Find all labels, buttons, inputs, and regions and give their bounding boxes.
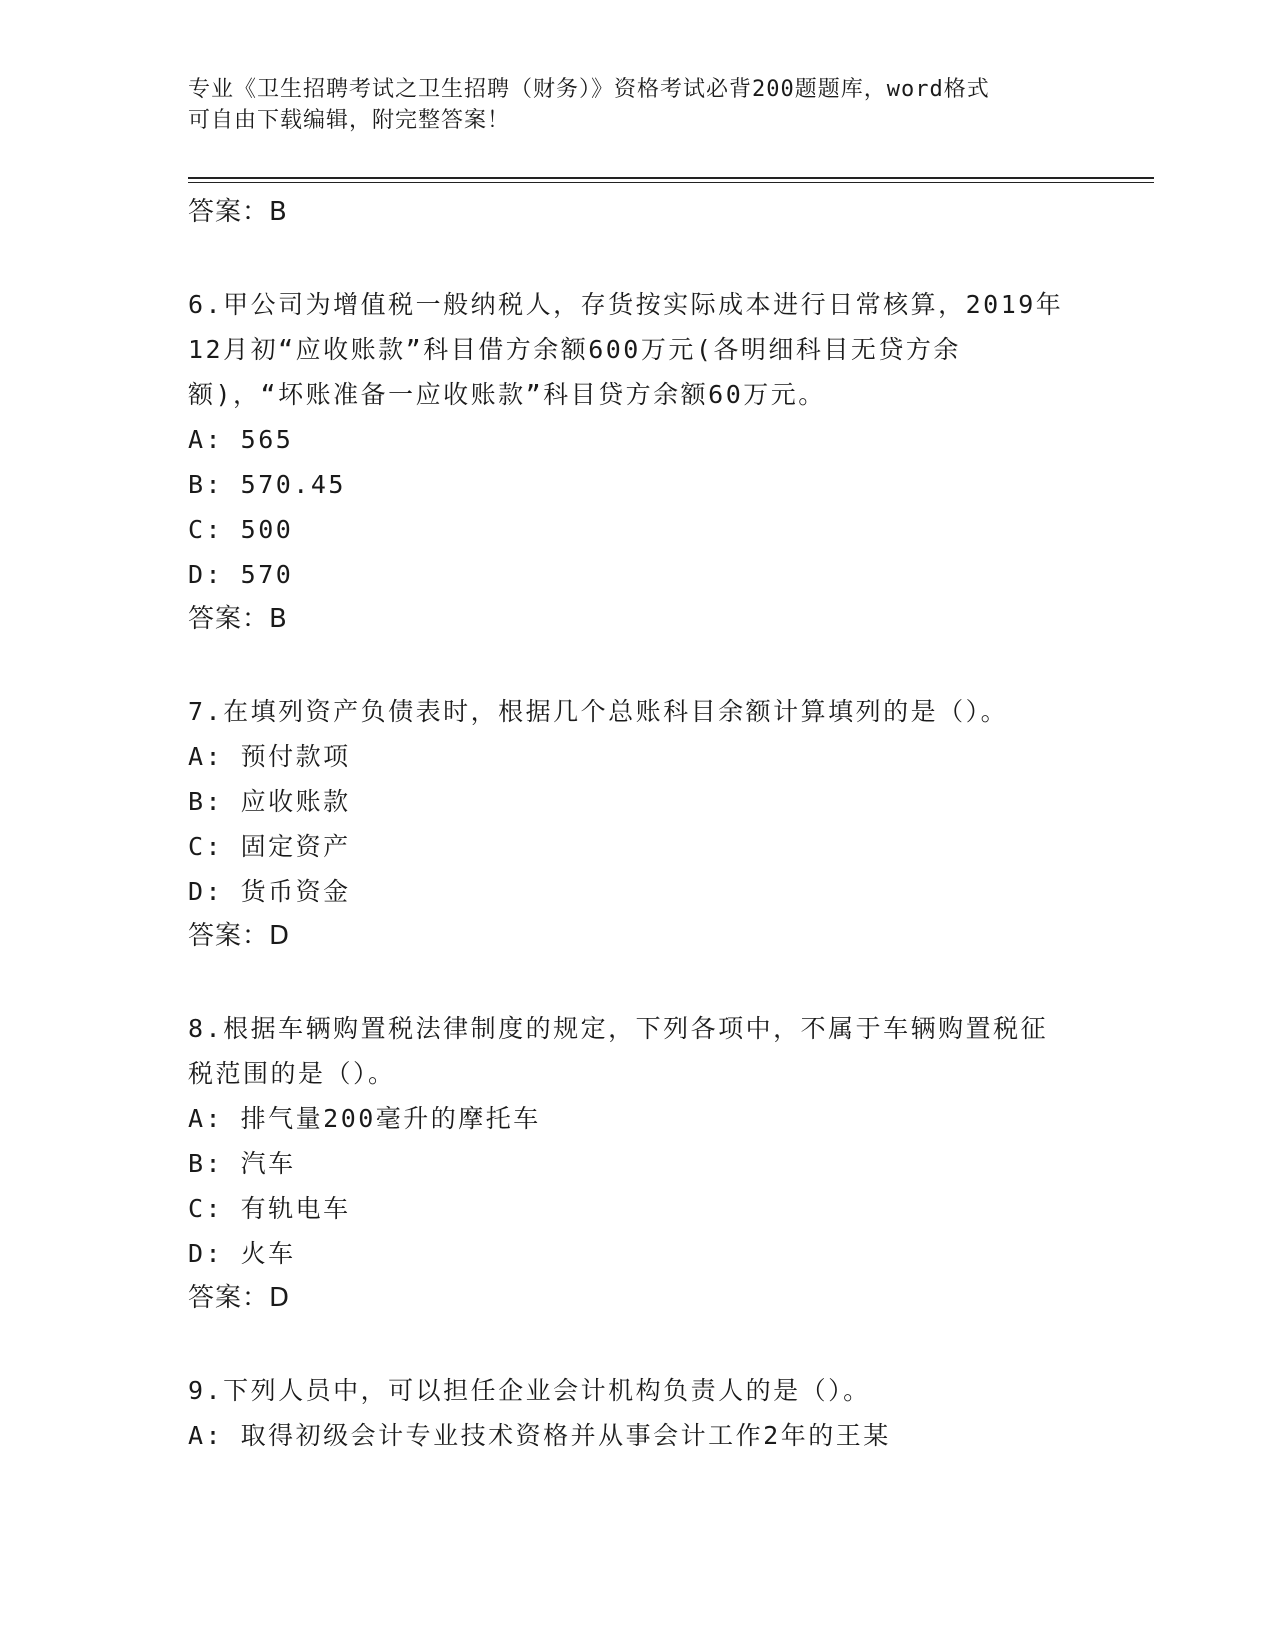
option-a: A: 排气量200毫升的摩托车 [188, 1104, 541, 1133]
previous-answer: 答案：B [188, 197, 288, 227]
option-c: C: 固定资产 [188, 832, 351, 861]
option-d: D: 货币资金 [188, 877, 351, 906]
question-stem: 6.甲公司为增值税一般纳税人，存货按实际成本进行日常核算，2019年12月初“应收账款”科目借方余额600万元(各明细科目无贷方余额)，“坏账准备一应收账款”科目贷方余额60万元。 [188, 290, 1064, 409]
question-6 [188, 282, 1088, 641]
answer: 答案：B [188, 604, 288, 634]
header-line-1: 专业《卫生招聘考试之卫生招聘（财务）》资格考试必背200题题库，word格式 [188, 77, 990, 102]
header-line-2: 可自由下载编辑，附完整答案！ [188, 108, 511, 133]
option-b: B: 应收账款 [188, 787, 351, 816]
option-a: A: 预付款项 [188, 742, 351, 771]
question-list [188, 190, 1088, 1458]
question-stem: 9.下列人员中，可以担任企业会计机构负责人的是（）。 [188, 1376, 871, 1405]
answer: 答案：D [188, 921, 291, 951]
question-9 [188, 1368, 1088, 1458]
option-c: C: 500 [188, 515, 294, 544]
header-divider-thin [188, 182, 1154, 183]
option-b: B: 570.45 [188, 470, 346, 499]
question-stem: 7.在填列资产负债表时，根据几个总账科目余额计算填列的是（）。 [188, 697, 1009, 726]
option-d: D: 570 [188, 560, 294, 589]
option-a: A: 取得初级会计专业技术资格并从事会计工作2年的王某 [188, 1421, 891, 1450]
header-divider-thick [188, 177, 1154, 179]
option-b: B: 汽车 [188, 1149, 296, 1178]
option-c: C: 有轨电车 [188, 1194, 351, 1223]
question-8 [188, 1006, 1088, 1320]
question-stem: 8.根据车辆购置税法律制度的规定，下列各项中，不属于车辆购置税征税范围的是（）。 [188, 1014, 1049, 1088]
answer: 答案：D [188, 1283, 291, 1313]
question-7 [188, 689, 1088, 958]
option-a: A: 565 [188, 425, 294, 454]
option-d: D: 火车 [188, 1239, 296, 1268]
document-header [188, 74, 1068, 136]
